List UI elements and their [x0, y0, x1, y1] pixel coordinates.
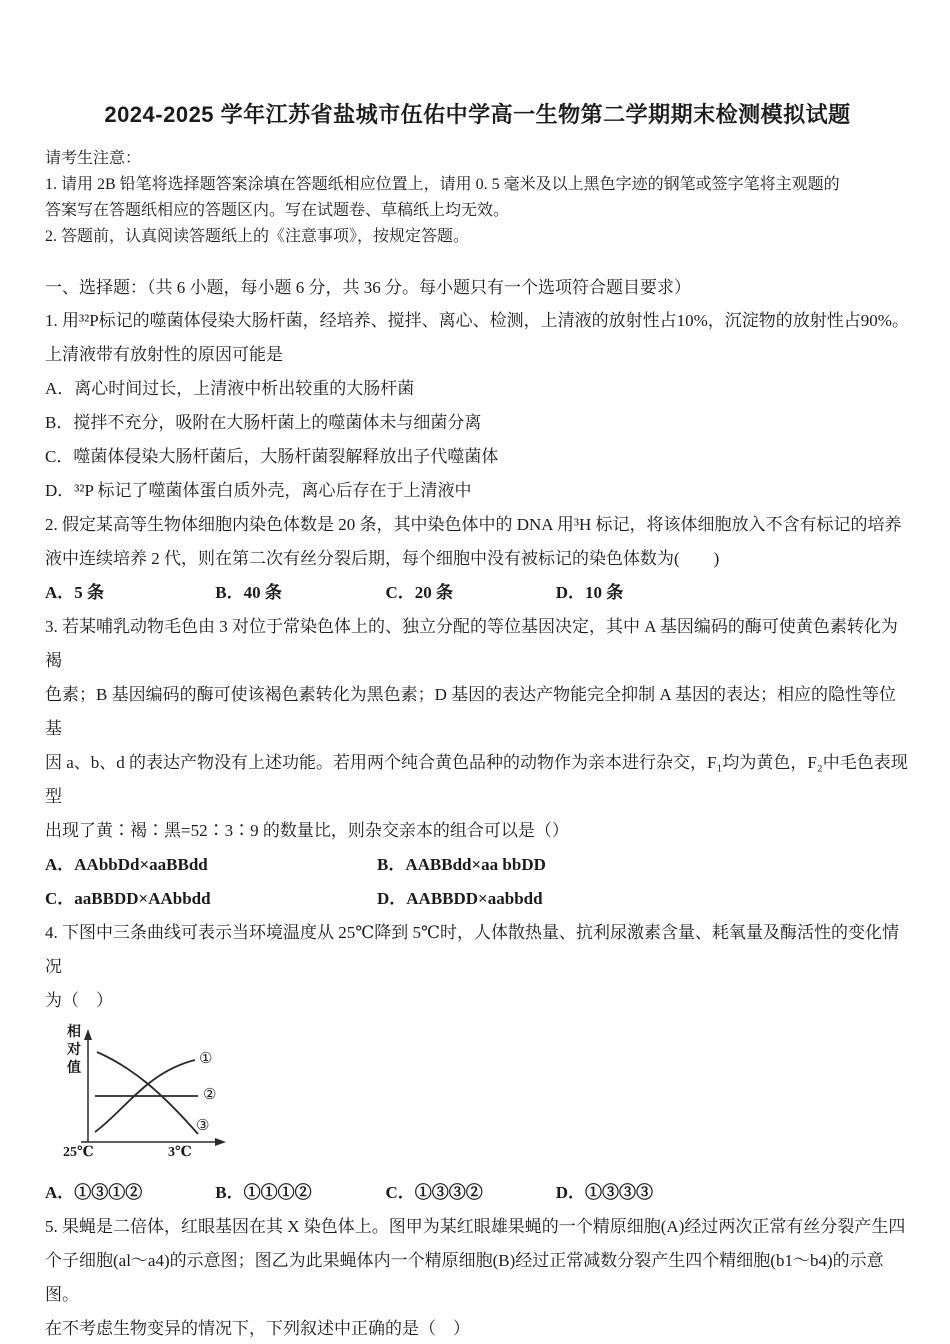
- notice-line-3: 2. 答题前，认真阅读答题纸上的《注意事项》，按规定答题。: [45, 228, 470, 245]
- question-1-option-b: B．搅拌不充分，吸附在大肠杆菌上的噬菌体未与细菌分离: [45, 413, 482, 432]
- question-2-stem-line: 2. 假定某高等生物体细胞内染色体数是 20 条，其中染色体中的 DNA 用³H 标记，将该体细胞放入不含有标记的培养: [45, 515, 902, 534]
- question-3-stem-line: 色素；B 基因编码的酶可使该褐色素转化为黑色素；D 基因的表达产物能完全抑制 A 基因的表达；相应的隐性等位基: [45, 685, 896, 738]
- y-axis-arrow-icon: [84, 1029, 92, 1040]
- question-5-stem-line: 个子细胞(al～a4)的示意图；图乙为此果蝇体内一个精原细胞(B)经过正常减数分裂产生四个精细胞(b1～b4)的示意图。: [45, 1251, 884, 1304]
- question-2-option-d: D．10 条: [555, 583, 624, 602]
- question-2-option-c: C．20 条: [385, 583, 454, 602]
- question-1-stem-line: 上清液带有放射性的原因可能是: [45, 345, 283, 364]
- question-4-option-a: A．①③①②: [45, 1183, 143, 1202]
- question-2-option-b: B．40 条: [215, 583, 282, 602]
- y-axis-label: 相对值: [67, 1025, 81, 1076]
- question-4-option-d: D．①③③③: [555, 1183, 654, 1202]
- question-5: [45, 1210, 910, 1344]
- question-1: [45, 304, 910, 508]
- q4-figure: [55, 1022, 265, 1172]
- page-title: 2024-2025 学年江苏省盐城市伍佑中学高一生物第二学期期末检测模拟试题: [104, 102, 851, 127]
- question-2-stem-line: 液中连续培养 2 代，则在第二次有丝分裂后期，每个细胞中没有被标记的染色体数为( ): [45, 549, 720, 568]
- question-1-stem-line: 1. 用³²P标记的噬菌体侵染大肠杆菌，经培养、搅拌、离心、检测，上清液的放射性占10%，沉淀物的放射性占90%。: [45, 311, 909, 330]
- curve-2-label: ②: [203, 1087, 217, 1103]
- x-axis-start-label: 25℃: [63, 1145, 94, 1160]
- x-axis-end-label: 3℃: [168, 1145, 192, 1160]
- question-2: [45, 508, 910, 610]
- question-3: [45, 610, 910, 916]
- question-3-option-c: C．aaBBDD×AAbbdd: [45, 889, 211, 908]
- exam-notice: [45, 146, 910, 250]
- question-3-stem-line: 出现了黄∶褐∶黑=52∶3∶9 的数量比，则杂交亲本的组合可以是（）: [45, 821, 569, 840]
- section-heading-choice-questions: 一、选择题：（共 6 小题，每小题 6 分，共 36 分。每小题只有一个选项符合题目要求）: [45, 278, 691, 297]
- question-3-options-grid: [45, 848, 910, 916]
- curve-1-label: ①: [199, 1051, 213, 1067]
- question-4-option-b: B．①①①②: [215, 1183, 312, 1202]
- question-1-option-c: C．噬菌体侵染大肠杆菌后，大肠杆菌裂解释放出子代噬菌体: [45, 447, 499, 466]
- question-3-option-a: A．AAbbDd×aaBBdd: [45, 855, 208, 874]
- question-5-stem-line: 5. 果蝇是二倍体，红眼基因在其 X 染色体上。图甲为某红眼雄果蝇的一个精原细胞(A)经过两次正常有丝分裂产生四: [45, 1217, 906, 1236]
- question-3-option-b: B．AABBdd×aa bbDD: [377, 855, 546, 874]
- question-4-options-row: [45, 1176, 910, 1210]
- question-1-option-a: A．离心时间过长，上清液中析出较重的大肠杆菌: [45, 379, 415, 398]
- question-4: [45, 916, 910, 1210]
- question-3-stem-line: 3. 若某哺乳动物毛色由 3 对位于常染色体上的、独立分配的等位基因决定，其中 A 基因编码的酶可使黄色素转化为褐: [45, 617, 898, 670]
- question-2-options-row: [45, 576, 910, 610]
- question-2-option-a: A．5 条: [45, 583, 105, 602]
- question-5-stem-line: 在不考虑生物变异的情况下，下列叙述中正确的是（ ）: [45, 1319, 470, 1338]
- question-4-stem-line: 4. 下图中三条曲线可表示当环境温度从 25℃降到 5℃时，人体散热量、抗利尿激素含量、耗氧量及酶活性的变化情况: [45, 923, 900, 976]
- question-1-option-d: D．³²P 标记了噬菌体蛋白质外壳，离心后存在于上清液中: [45, 481, 472, 500]
- notice-heading: 请考生注意：: [45, 150, 142, 167]
- curve-3-label: ③: [196, 1118, 210, 1134]
- notice-line-1: 1. 请用 2B 铅笔将选择题答案涂填在答题纸相应位置上，请用 0. 5 毫米及以上黑色字迹的钢笔或签字笔将主观题的: [45, 176, 840, 193]
- question-3-stem-line: 因 a、b、d 的表达产物没有上述功能。若用两个纯合黄色品种的动物作为亲本进行杂交，F₁均为黄色，F₂中毛色表现型: [45, 753, 908, 806]
- notice-line-2: 答案写在答题纸相应的答题区内。写在试题卷、草稿纸上均无效。: [45, 202, 510, 219]
- x-axis-arrow-icon: [215, 1138, 226, 1146]
- question-4-stem-line: 为（ ）: [45, 991, 113, 1010]
- question-4-option-c: C．①③③②: [385, 1183, 483, 1202]
- question-3-option-d: D．AABBDD×aabbdd: [377, 889, 543, 908]
